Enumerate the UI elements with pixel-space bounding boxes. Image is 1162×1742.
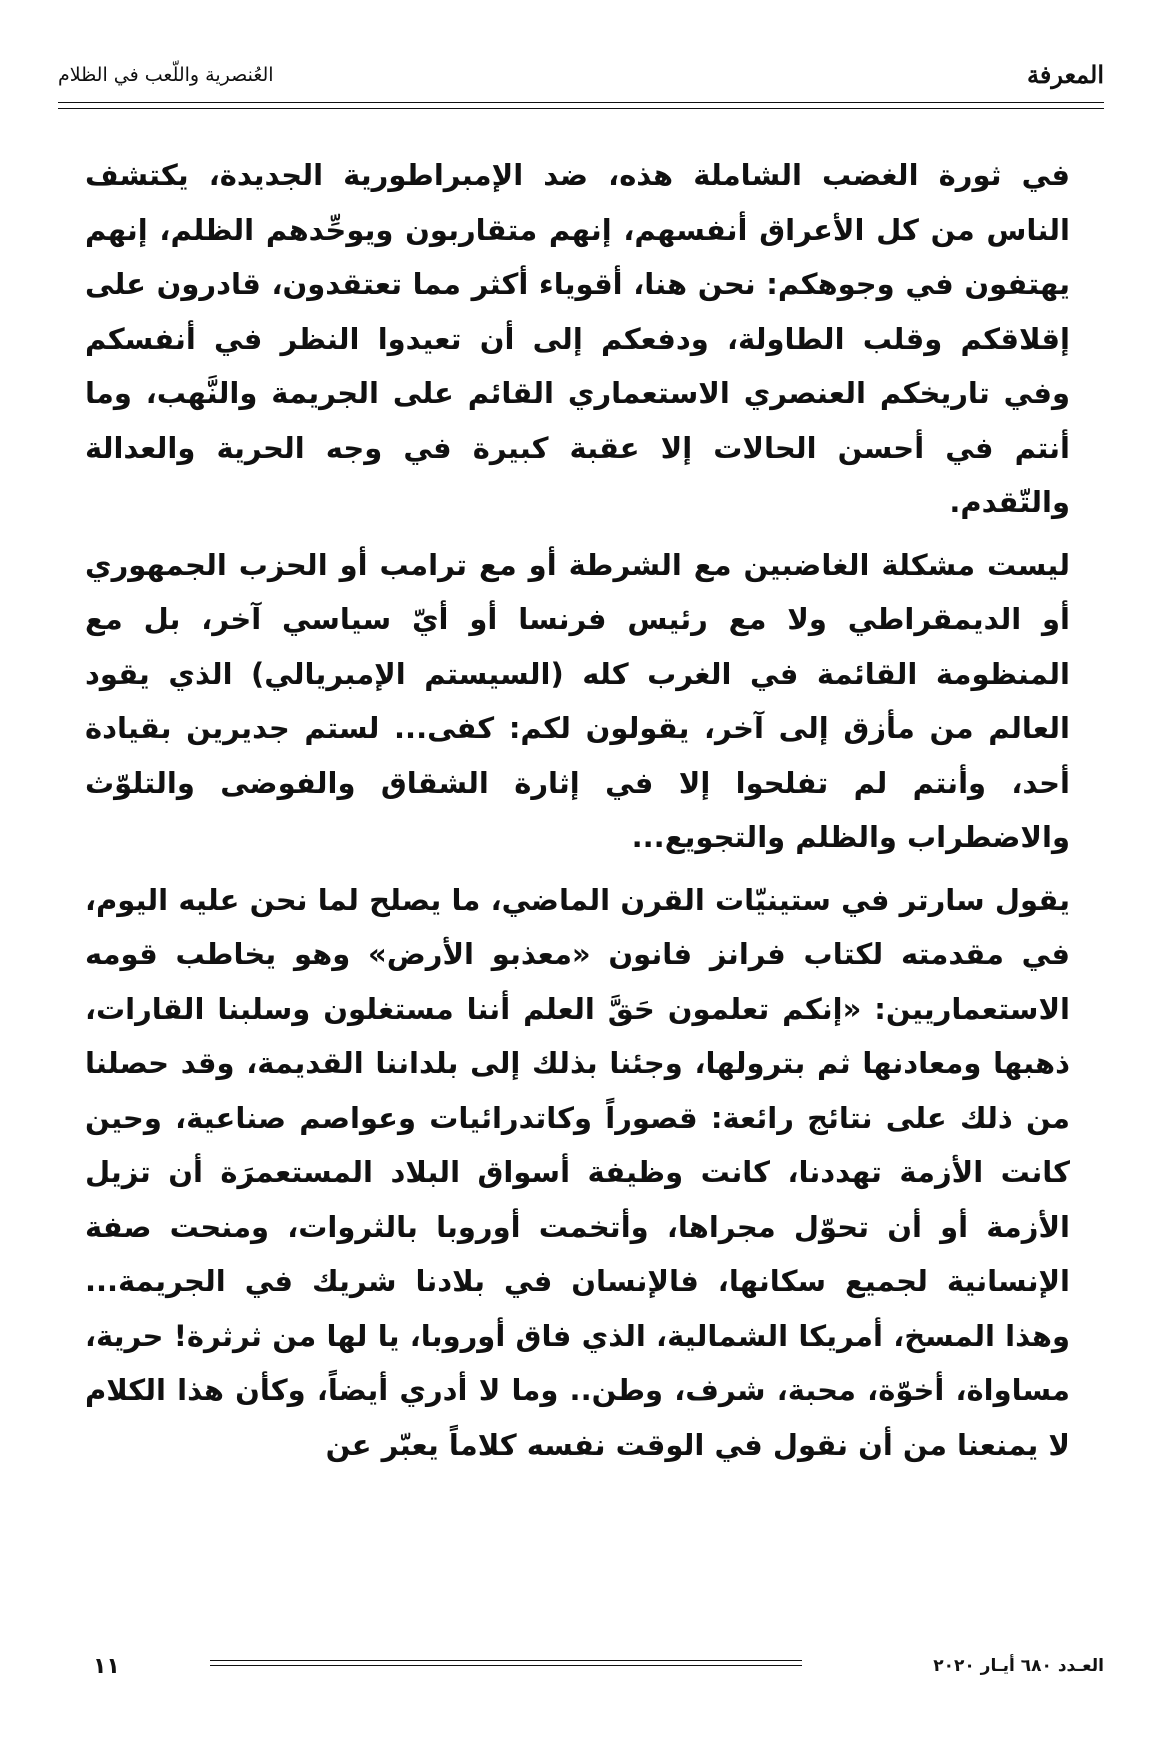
magazine-brand: المعرفة <box>1026 60 1104 89</box>
footer-divider <box>210 1660 802 1666</box>
issue-info: العـدد ٦٨٠ أيـار ٢٠٢٠ <box>933 1656 1104 1676</box>
header-divider <box>58 102 1104 109</box>
paragraph-1: في ثورة الغضب الشاملة هذه، ضد الإمبراطورية الجديدة، يكتشف الناس من كل الأعراق أنفسهم، إنهم متقاربون ويوحِّدهم الظلم، إنهم يهتفون في وجوهكم: نحن هنا، أقوياء أكثر مما تعتقدون، قادرون على إقلاقكم وقلب الطاولة، ودفعكم إلى أن تعيدوا النظر في أنفسكم وفي تاريخكم العنصري الاستعماري القائم على الجريمة والنَّهب، وما أنتم في أحسن الحالات إلا عقبة كبيرة في وجه الحرية والعدالة والتّقدم. <box>85 158 1070 519</box>
page-header <box>58 50 1104 102</box>
paragraph-3: يقول سارتر في ستينيّات القرن الماضي، ما يصلح لما نحن عليه اليوم، في مقدمته لكتاب فرانز فانون «معذبو الأرض» وهو يخاطب قومه الاستعماريين: «إنكم تعلمون حَقَّ العلم أننا مستغلون وسلبنا القارات، ذهبها ومعادنها ثم بترولها، وجئنا بذلك إلى بلداننا القديمة، وقد حصلنا من ذلك على نتائج رائعة: قصوراً وكاتدرائيات وعواصم صناعية، وحين كانت الأزمة تهددنا، كانت وظيفة أسواق البلاد المستعمرَة أن تزيل الأزمة أو أن تحوّل مجراها، وأتخمت أوروبا بالثروات، ومنحت صفة الإنسانية لجميع سكانها، فالإنسان في بلادنا شريك في الجريمة... وهذا المسخ، أمريكا الشمالية، الذي فاق أوروبا، يا لها من ثرثرة! حرية، مساواة، أخوّة، محبة، شرف، وطن.. وما لا أدري أيضاً، وكأن هذا الكلام لا يمنعنا من أن نقول في الوقت نفسه كلاماً يعبّر عن <box>85 882 1070 1462</box>
page-number: ١١ <box>93 1654 120 1679</box>
article-title: العُنصرية واللّعب في الظلام <box>58 64 274 86</box>
page-footer <box>58 1652 1104 1688</box>
article-body <box>85 148 1070 1480</box>
paragraph-2: ليست مشكلة الغاضبين مع الشرطة أو مع ترامب أو الحزب الجمهوري أو الديمقراطي ولا مع رئيس فرنسا أو أيّ سياسي آخر، بل مع المنظومة القائمة في الغرب كله (السيستم الإمبريالي) الذي يقود العالم من مأزق إلى آخر، يقولون لكم: كفى... لستم جديرين بقيادة أحد، وأنتم لم تفلحوا إلا في إثارة الشقاق والفوضى والتلوّث والاضطراب والظلم والتجويع... <box>85 547 1070 854</box>
